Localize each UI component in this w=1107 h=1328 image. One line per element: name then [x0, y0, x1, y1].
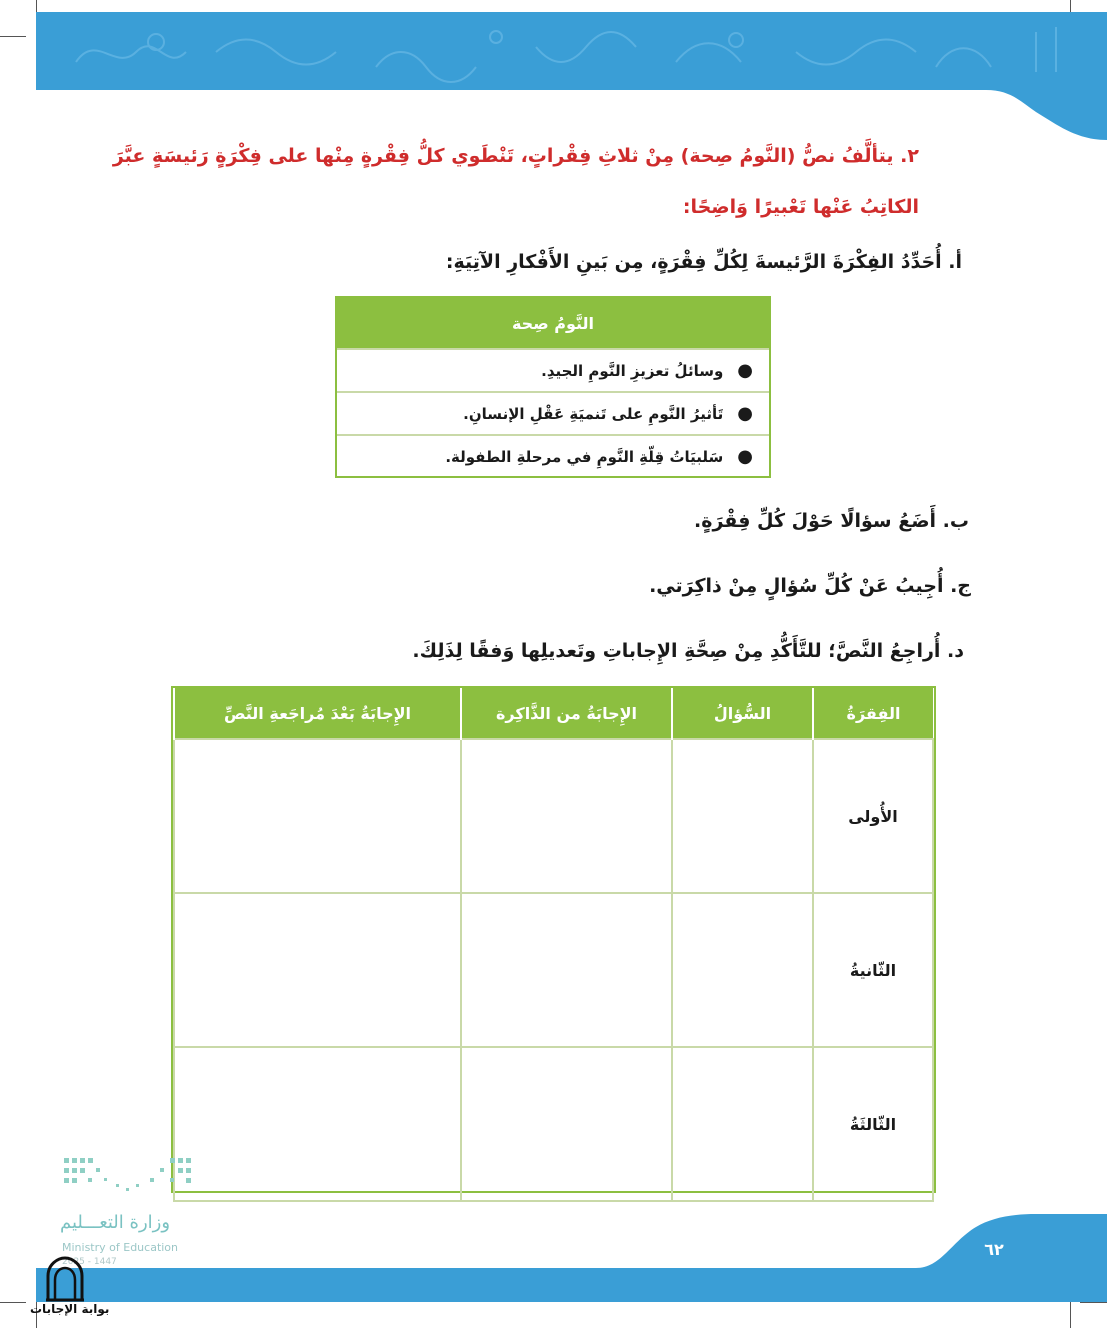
question-cell[interactable]: [672, 1047, 813, 1201]
crop-mark: [1080, 1302, 1107, 1303]
crop-mark: [0, 36, 26, 37]
table-row: [174, 739, 933, 893]
table-row: [174, 1047, 933, 1201]
ministry-logo-icon: [60, 1154, 200, 1202]
part-d-text: د. أُراجِعُ النَّصَّ؛ للتَّأَكُّدِ مِنْ صِحَّةِ الإِجاباتِ وتَعديلِها وَفقًا لِذَلِكَ.: [412, 640, 964, 662]
footer-band: [36, 1212, 1107, 1302]
part-b-text: ب. أَضَعُ سؤالًا حَوْلَ كُلِّ فِقْرَةٍ.: [694, 510, 969, 532]
crop-mark: [0, 1302, 26, 1303]
bullet-icon: ●: [737, 360, 753, 381]
question-cell[interactable]: [672, 739, 813, 893]
idea-text: وسائلُ تعزيزِ النَّومِ الجيدِ.: [541, 361, 724, 380]
portal-logo-caption: بوابة الإجابات: [30, 1302, 110, 1316]
memory-answer-cell[interactable]: [461, 1047, 672, 1201]
table-row: [174, 893, 933, 1047]
memory-answer-cell[interactable]: [461, 893, 672, 1047]
edition-year: 2025 - 1447: [62, 1257, 117, 1267]
idea-text: سَلبيَاتُ قِلّةِ النَّومِ في مرحلةِ الطفولة.: [445, 447, 724, 466]
ministry-name-english: Ministry of Education: [62, 1241, 179, 1254]
question-title-line1: ٢. يتألَّفُ نصُّ (النَّومُ صِحة) مِنْ ثلاثِ فِقْراتٍ، تَنْطَوي كلُّ فِقْرةٍ مِنْها على فِكْرَةٍ رَئيسَةٍ عبَّرَ: [112, 145, 919, 167]
idea-row: [337, 391, 769, 434]
row-label: الأُولى: [813, 739, 933, 893]
page-number: ٦٢: [984, 1240, 1004, 1259]
ideas-table-header: النَّومُ صِحة: [337, 298, 769, 348]
bullet-icon: ●: [737, 403, 753, 424]
header-reviewed-answer: الإِجابَةُ بَعْدَ مُراجَعةِ النَّصِّ: [174, 688, 461, 739]
row-label: الثّالثَةُ: [813, 1047, 933, 1201]
question-cell[interactable]: [672, 893, 813, 1047]
ideas-table: [335, 296, 771, 478]
idea-text: تَأثيرُ النَّومِ على تَنميَةِ عَقْلِ الإنسانِ.: [463, 404, 724, 423]
ministry-name-arabic: وزارة التعـــليم: [60, 1212, 171, 1233]
answer-table: [171, 686, 936, 1193]
header-paragraph: الفِقرَةُ: [813, 688, 933, 739]
header-band: [36, 12, 1107, 140]
header-question: السُّؤالُ: [672, 688, 813, 739]
reviewed-answer-cell[interactable]: [174, 1047, 461, 1201]
crop-mark: [1070, 1300, 1071, 1328]
reviewed-answer-cell[interactable]: [174, 739, 461, 893]
bullet-icon: ●: [737, 446, 753, 467]
header-memory-answer: الإِجابَةُ من الذَّاكِرة: [461, 688, 672, 739]
portal-logo-icon: [44, 1256, 86, 1306]
reviewed-answer-cell[interactable]: [174, 893, 461, 1047]
idea-row: [337, 434, 769, 477]
question-title-line2: الكاتِبُ عَنْها تَعْبيرًا وَاضِحًا:: [682, 196, 919, 218]
row-label: الثّانيةُ: [813, 893, 933, 1047]
memory-answer-cell[interactable]: [461, 739, 672, 893]
part-a-text: أ. أُحَدِّدُ الفِكْرَةَ الرَّئيسةَ لِكُلِّ فِقْرَةٍ، مِن بَينِ الأَفْكارِ الآتِيَةِ:: [445, 251, 962, 273]
idea-row: [337, 348, 769, 391]
part-c-text: ج. أُجِيبُ عَنْ كُلِّ سُؤالٍ مِنْ ذاكِرَتي.: [649, 575, 971, 597]
